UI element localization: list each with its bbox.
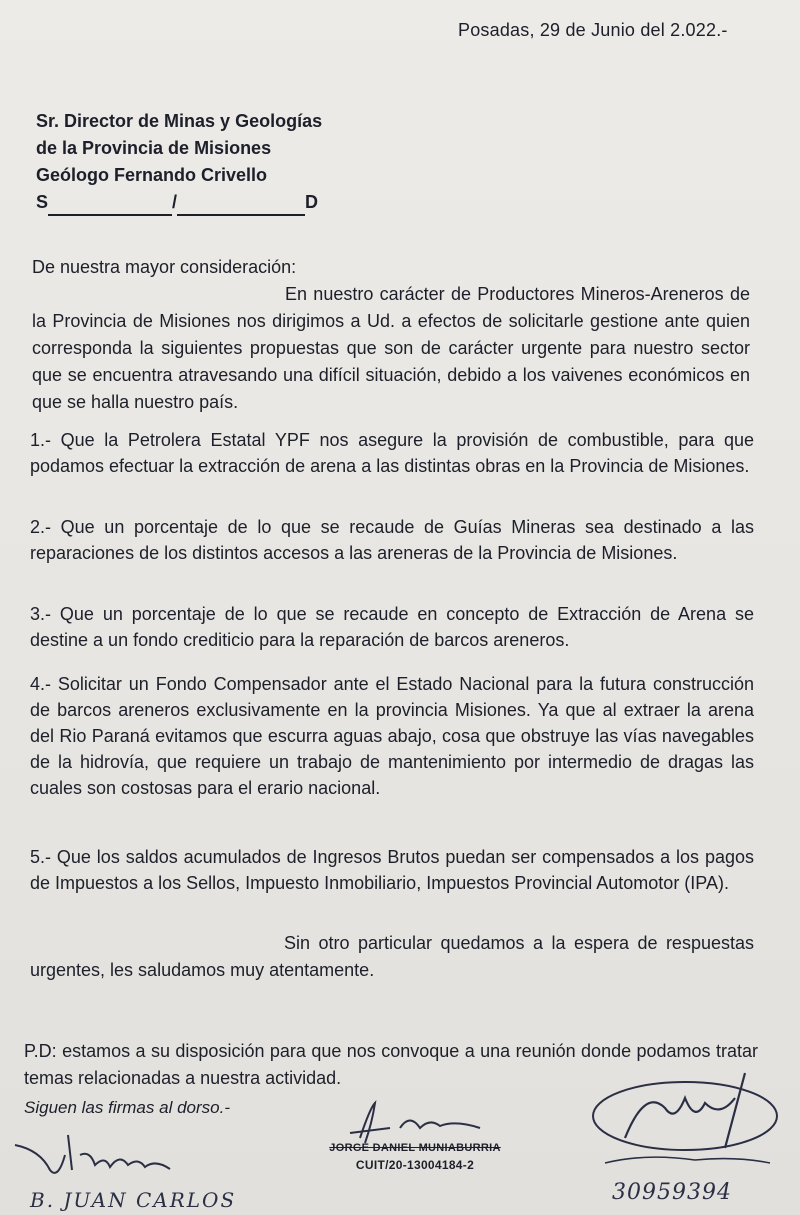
recipient-block <box>36 108 322 216</box>
postscript: P.D: estamos a su disposición para que nos convoque a una reunión donde podamos tratar temas relacionadas a nuestra actividad. <box>24 1041 758 1088</box>
right-signature-number: 30959394 <box>612 1180 732 1205</box>
blank-line-left <box>48 196 172 216</box>
item-3: 3.- Que un porcentaje de lo que se recaude en concepto de Extracción de Arena se destine a un fondo crediticio para la reparación de barcos areneros. <box>30 604 754 650</box>
salutation-blank-line <box>36 189 322 216</box>
stamp-cuit: CUIT/20-13004184-2 <box>355 1158 475 1172</box>
left-signature-name: B. JUAN CARLOS <box>30 1188 237 1212</box>
letter-date: Posadas, 29 de Junio del 2.022.- <box>458 20 728 40</box>
blank-line-right <box>177 196 305 216</box>
left-signature-mark <box>10 1125 260 1185</box>
recipient-line-1: Sr. Director de Minas y Geologías <box>36 111 323 131</box>
greeting: De nuestra mayor consideración: <box>32 257 297 277</box>
recipient-line-2: de la Provincia de Misiones <box>36 138 272 158</box>
stamp-name: JORGE DANIEL MUNIABURRIA <box>329 1142 501 1154</box>
s-label: S <box>36 192 49 212</box>
signatures-note: Siguen las firmas al dorso.- <box>24 1098 230 1117</box>
item-2: 2.- Que un porcentaje de lo que se recaude de Guías Mineras sea destinado a las reparaciones de los distintos accesos a las areneras de la Provincia de Misiones. <box>30 517 754 563</box>
d-label: D <box>305 192 319 212</box>
recipient-line-3: Geólogo Fernando Crivello <box>36 165 268 185</box>
item-4: 4.- Solicitar un Fondo Compensador ante el Estado Nacional para la futura construcción de barcos areneros exclusivamente en la provincia Misiones. Ya que al extraer la arena del Rio Paraná evitamos que escurra aguas abajo, cosa que obstruye las vías navegables de la hidrovía, que requiere un trabajo de mantenimiento por intermedio de dragas las cuales son costosas para el erario nacional. <box>30 674 754 798</box>
slash-label: / <box>172 192 178 212</box>
right-signature-mark <box>585 1068 785 1178</box>
item-1: 1.- Que la Petrolera Estatal YPF nos asegure la provisión de combustible, para que podamos efectuar la extracción de arena a las distintas obras en la Provincia de Misiones. <box>30 430 754 476</box>
item-5: 5.- Que los saldos acumulados de Ingresos Brutos puedan ser compensados a los pagos de Impuestos a los Sellos, Impuesto Inmobiliario, Impuestos Provincial Automotor (IPA). <box>30 847 754 893</box>
signature-stamp <box>320 1140 510 1174</box>
intro-paragraph: En nuestro carácter de Productores Mineros-Areneros de la Provincia de Misiones nos dirigimos a Ud. a efectos de solicitarle gestione ante quien corresponda la siguientes propuestas que son de carácter urgente para nuestro sector que se encuentra atravesando una difícil situación, debido a los vaivenes económicos en que se halla nuestro país. <box>32 284 750 412</box>
closing-paragraph: Sin otro particular quedamos a la espera de respuestas urgentes, les saludamos muy atentamente. <box>30 933 754 980</box>
